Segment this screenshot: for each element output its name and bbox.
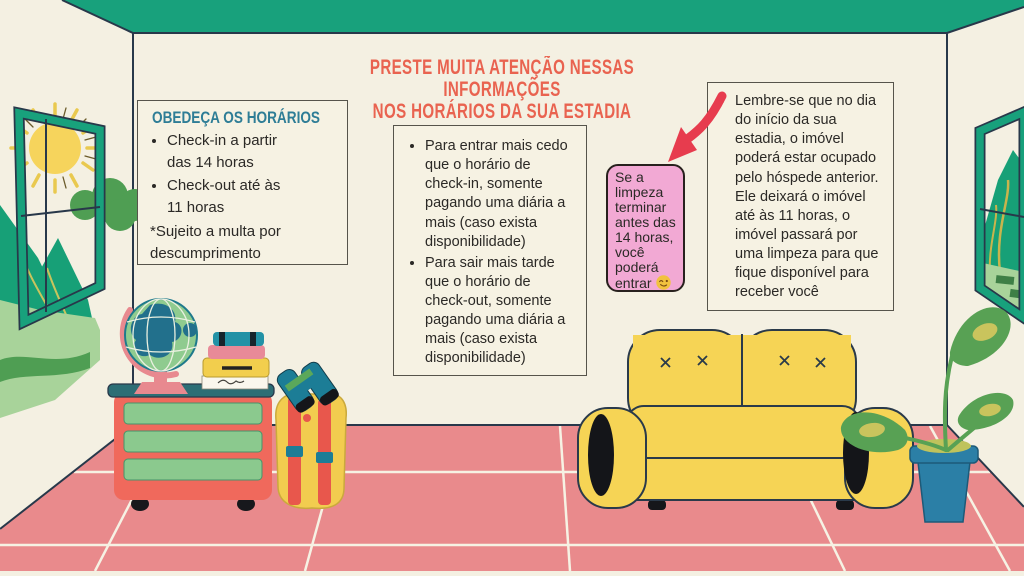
cleaning-bubble [606,164,685,292]
dresser [108,384,274,511]
cleaning-bubble-text: Se a limpeza terminar antes das 14 horas, você poderá entrar [615,169,676,291]
schedule-footnote: *Sujeito a multa por descumprimento [150,222,281,262]
list-item: • Check-out até às 11 horas [167,175,297,219]
schedule-heading: OBEDEÇA OS HORÁRIOS [152,108,321,127]
extra-fee-box [393,125,587,376]
schedule-list [150,130,337,219]
list-item: • Lembre-se que no dia do início da sua estadia, o imóvel poderá estar ocupado pelo hóspede anterior. Ele deixará o imóvel até às 11 horas, o imóvel passará por uma limpeza para que fique disponível para receber você [735,92,887,302]
slide-title-line1: PRESTE MUITA ATENÇÃO NESSAS INFORMAÇÕES [369,56,635,101]
schedule-box [137,100,348,265]
book-stack [202,332,269,389]
backpack [275,353,347,508]
slide-title-line2: NOS HORÁRIOS DA SUA ESTADIA [372,100,632,123]
ceiling [62,0,1024,33]
list-item: • Para sair mais tarde que o horário de check-out, somente pagando uma diária a mais (caso exista disponibilidade) [425,254,575,369]
extra-fee-list [408,137,578,369]
list-item: • Para entrar mais cedo que o horário de check-in, somente pagando uma diária a mais (caso exista disponibilidade) [425,137,575,252]
wink-emoji-icon [656,275,671,290]
reminder-box [707,82,894,311]
list-item: • Check-in a partir das 14 horas [167,130,297,174]
reminder-list [718,92,887,302]
slide-title [329,57,675,123]
